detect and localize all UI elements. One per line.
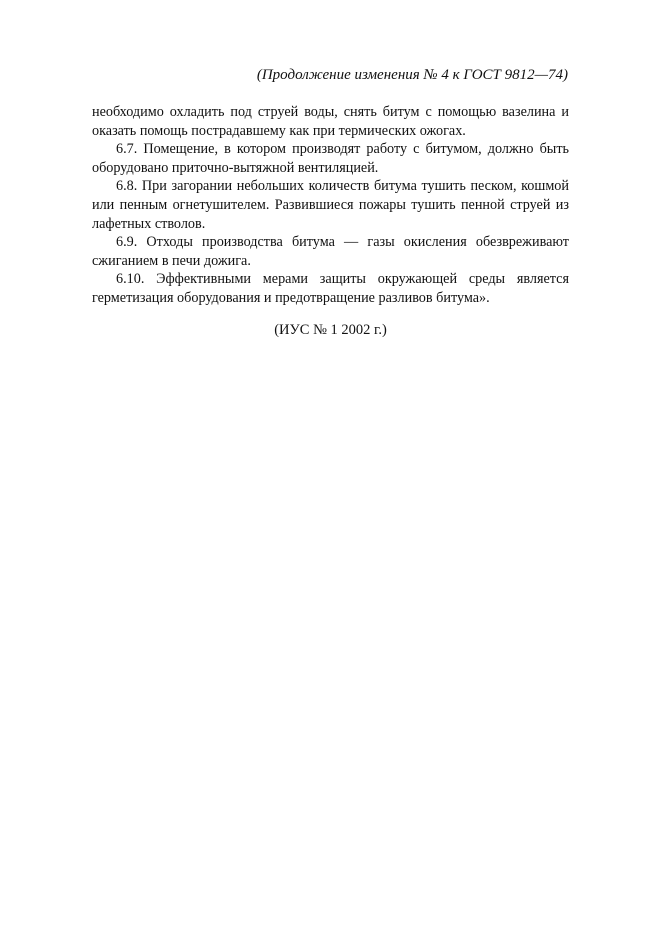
- paragraph-6-10: 6.10. Эффективными мерами защиты окружающей среды является герметизация оборудования и предотвращение разливов битума».: [92, 271, 569, 306]
- paragraph-6-8: 6.8. При загорании небольших количеств битума тушить песком, кошмой или пенным огнетушителем. Развившиеся пожары тушить пенной струей из лафетных стволов.: [92, 178, 569, 232]
- paragraph-continuation: необходимо охладить под струей воды, снять битум с помощью вазелина и оказать помощь пострадавшему как при термических ожогах.: [92, 104, 569, 139]
- source-reference: (ИУС № 1 2002 г.): [274, 322, 387, 338]
- paragraph-6-9: 6.9. Отходы производства битума — газы окисления обезвреживают сжиганием в печи дожига.: [92, 234, 569, 269]
- document-body: [92, 103, 569, 308]
- continuation-header: (Продолжение изменения № 4 к ГОСТ 9812—74): [256, 67, 568, 83]
- paragraph-6-7: 6.7. Помещение, в котором производят работу с битумом, должно быть оборудовано приточно-вытяжной вентиляцией.: [92, 141, 569, 176]
